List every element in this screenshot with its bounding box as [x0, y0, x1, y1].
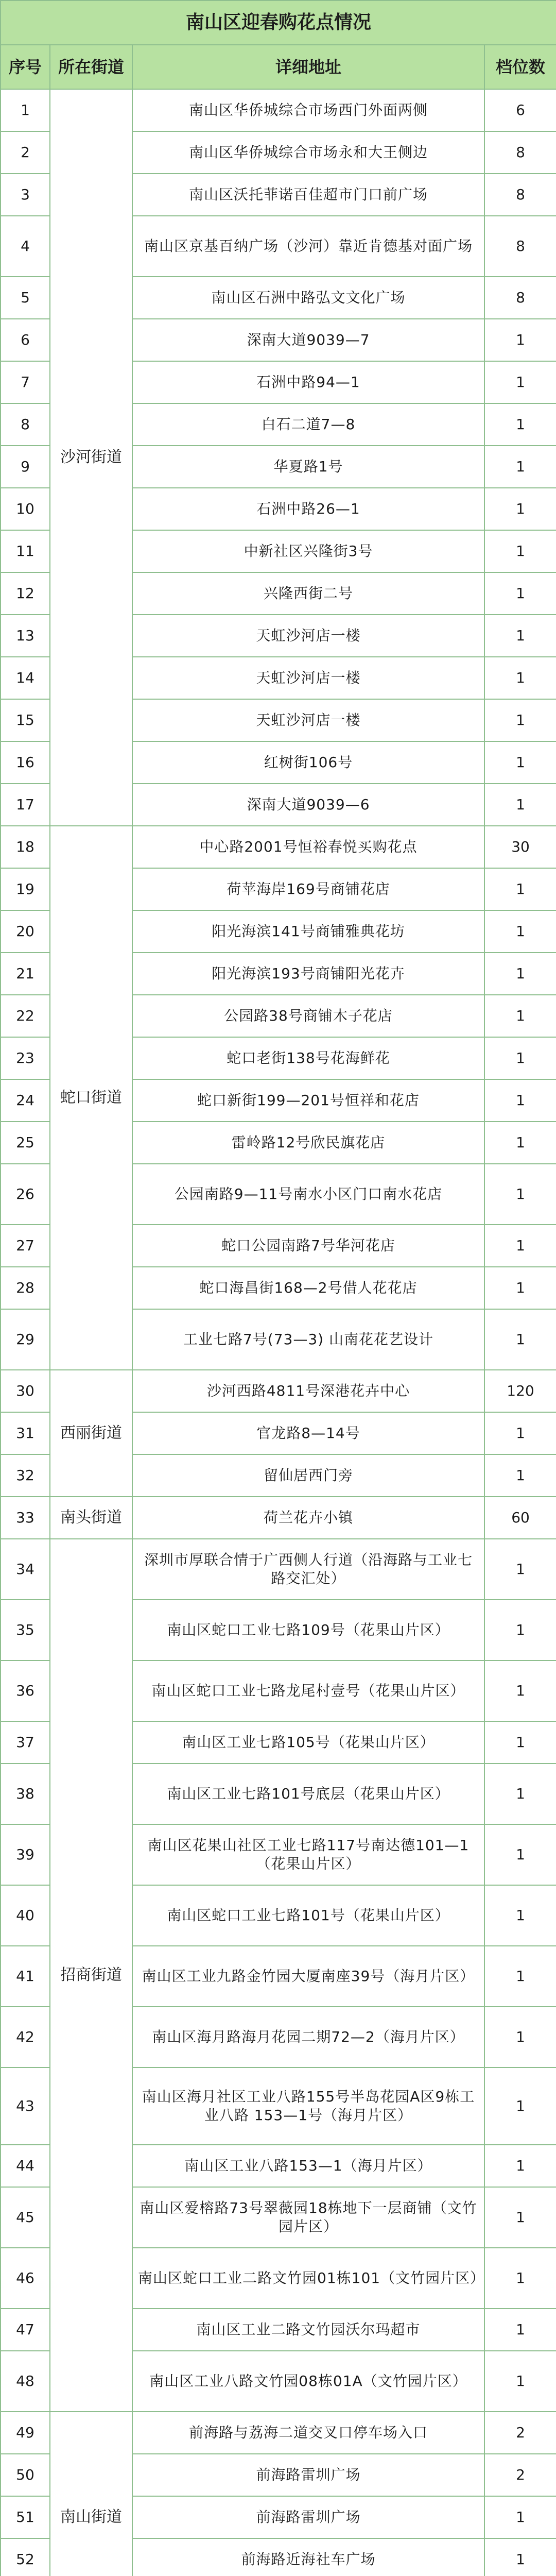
address-cell: 蛇口新街199—201号恒祥和花店 [132, 1079, 484, 1122]
address-cell: 天虹沙河店一楼 [132, 615, 484, 657]
table-row [1, 2412, 556, 2454]
address-cell: 蛇口老街138号花海鲜花 [132, 1037, 484, 1079]
row-number: 52 [1, 2538, 50, 2576]
row-number: 15 [1, 699, 50, 741]
address-cell: 南山区蛇口工业七路龙尾村壹号（花果山片区） [132, 1660, 484, 1721]
row-number: 48 [1, 2351, 50, 2412]
row-number: 28 [1, 1267, 50, 1309]
stall-count-cell: 1 [484, 403, 556, 446]
address-cell: 前海路雷圳广场 [132, 2454, 484, 2496]
stall-count-cell: 1 [484, 2309, 556, 2351]
table-row [1, 1370, 556, 1412]
table-body [1, 89, 556, 2576]
address-cell: 公园南路9—11号南水小区门口南水花店 [132, 1164, 484, 1225]
address-cell: 红树街106号 [132, 741, 484, 784]
stall-count-cell: 1 [484, 2067, 556, 2145]
header-address: 详细地址 [132, 45, 484, 89]
stall-count-cell: 1 [484, 657, 556, 699]
stall-count-cell: 2 [484, 2454, 556, 2496]
table-row [1, 1497, 556, 1539]
stall-count-cell: 1 [484, 1164, 556, 1225]
row-number: 35 [1, 1600, 50, 1660]
stall-count-cell: 1 [484, 1946, 556, 2007]
stall-count-cell: 1 [484, 2187, 556, 2248]
address-cell: 阳光海滨141号商铺雅典花坊 [132, 910, 484, 953]
address-cell: 南山区海月路海月花园二期72—2（海月片区） [132, 2007, 484, 2067]
address-cell: 兴隆西街二号 [132, 572, 484, 615]
address-cell: 南山区华侨城综合市场永和大王侧边 [132, 131, 484, 174]
row-number: 38 [1, 1764, 50, 1824]
address-cell: 石洲中路26—1 [132, 488, 484, 530]
stall-count-cell: 120 [484, 1370, 556, 1412]
address-cell: 天虹沙河店一楼 [132, 699, 484, 741]
address-cell: 石洲中路94—1 [132, 361, 484, 403]
row-number: 41 [1, 1946, 50, 2007]
row-number: 32 [1, 1454, 50, 1497]
row-number: 45 [1, 2187, 50, 2248]
row-number: 4 [1, 216, 50, 277]
address-cell: 南山区华侨城综合市场西门外面两侧 [132, 89, 484, 131]
row-number: 5 [1, 277, 50, 319]
stall-count-cell: 1 [484, 1764, 556, 1824]
street-name: 南头街道 [50, 1497, 132, 1539]
address-cell: 前海路雷圳广场 [132, 2496, 484, 2538]
row-number: 30 [1, 1370, 50, 1412]
header-street: 所在街道 [50, 45, 132, 89]
row-number: 36 [1, 1660, 50, 1721]
address-cell: 白石二道7—8 [132, 403, 484, 446]
stall-count-cell: 1 [484, 741, 556, 784]
stall-count-cell: 1 [484, 2351, 556, 2412]
header-count: 档位数 [484, 45, 556, 89]
row-number: 21 [1, 953, 50, 995]
row-number: 2 [1, 131, 50, 174]
address-cell: 南山区工业八路文竹园08栋01A（文竹园片区） [132, 2351, 484, 2412]
stall-count-cell: 1 [484, 1079, 556, 1122]
table-row [1, 1539, 556, 1600]
stall-count-cell: 1 [484, 910, 556, 953]
row-number: 14 [1, 657, 50, 699]
address-cell: 天虹沙河店一楼 [132, 657, 484, 699]
stall-count-cell: 1 [484, 2538, 556, 2576]
row-number: 19 [1, 868, 50, 910]
row-number: 9 [1, 446, 50, 488]
address-cell: 深圳市厚联合情于广西侧人行道（沿海路与工业七路交汇处） [132, 1539, 484, 1600]
address-cell: 南山区京基百纳广场（沙河）靠近肯德基对面广场 [132, 216, 484, 277]
stall-count-cell: 1 [484, 868, 556, 910]
address-cell: 蛇口海昌街168—2号借人花花店 [132, 1267, 484, 1309]
stall-count-cell: 2 [484, 2412, 556, 2454]
row-number: 47 [1, 2309, 50, 2351]
stall-count-cell: 8 [484, 277, 556, 319]
header-no: 序号 [1, 45, 50, 89]
address-cell: 南山区海月社区工业八路155号半岛花园A区9栋工业八路 153—1号（海月片区） [132, 2067, 484, 2145]
row-number: 26 [1, 1164, 50, 1225]
stall-count-cell: 1 [484, 1824, 556, 1885]
address-cell: 南山区沃托菲诺百佳超市门口前广场 [132, 174, 484, 216]
stall-count-cell: 1 [484, 2007, 556, 2067]
address-cell: 留仙居西门旁 [132, 1454, 484, 1497]
row-number: 51 [1, 2496, 50, 2538]
street-name: 招商街道 [50, 1539, 132, 2412]
row-number: 44 [1, 2145, 50, 2187]
address-cell: 南山区工业七路105号（花果山片区） [132, 1721, 484, 1764]
address-cell: 公园路38号商铺木子花店 [132, 995, 484, 1037]
street-name: 蛇口街道 [50, 826, 132, 1370]
stall-count-cell: 1 [484, 1721, 556, 1764]
row-number: 10 [1, 488, 50, 530]
address-cell: 华夏路1号 [132, 446, 484, 488]
street-name: 南山街道 [50, 2412, 132, 2576]
row-number: 13 [1, 615, 50, 657]
stall-count-cell: 60 [484, 1497, 556, 1539]
row-number: 43 [1, 2067, 50, 2145]
address-cell: 南山区蛇口工业二路文竹园01栋101（文竹园片区） [132, 2248, 484, 2309]
row-number: 12 [1, 572, 50, 615]
stall-count-cell: 1 [484, 1122, 556, 1164]
stall-count-cell: 1 [484, 572, 556, 615]
stall-count-cell: 6 [484, 89, 556, 131]
address-cell: 深南大道9039—6 [132, 784, 484, 826]
address-cell: 南山区工业八路153—1（海月片区） [132, 2145, 484, 2187]
stall-count-cell: 1 [484, 319, 556, 361]
stall-count-cell: 1 [484, 446, 556, 488]
stall-count-cell: 1 [484, 2145, 556, 2187]
address-cell: 雷岭路12号欣民旗花店 [132, 1122, 484, 1164]
stall-count-cell: 1 [484, 1412, 556, 1454]
row-number: 7 [1, 361, 50, 403]
row-number: 27 [1, 1225, 50, 1267]
table-row [1, 89, 556, 131]
row-number: 40 [1, 1885, 50, 1946]
stall-count-cell: 1 [484, 1885, 556, 1946]
stall-count-cell: 1 [484, 1225, 556, 1267]
address-cell: 阳光海滨193号商铺阳光花卉 [132, 953, 484, 995]
stall-count-cell: 8 [484, 131, 556, 174]
address-cell: 南山区花果山社区工业七路117号南达德101—1（花果山片区） [132, 1824, 484, 1885]
stall-count-cell: 1 [484, 1037, 556, 1079]
address-cell: 中心路2001号恒裕春悦买购花点 [132, 826, 484, 868]
street-name: 西丽街道 [50, 1370, 132, 1497]
address-cell: 南山区石洲中路弘文文化广场 [132, 277, 484, 319]
stall-count-cell: 8 [484, 174, 556, 216]
row-number: 18 [1, 826, 50, 868]
row-number: 39 [1, 1824, 50, 1885]
address-cell: 南山区蛇口工业七路101号（花果山片区） [132, 1885, 484, 1946]
stall-count-cell: 1 [484, 361, 556, 403]
stall-count-cell: 1 [484, 1267, 556, 1309]
stall-count-cell: 1 [484, 1309, 556, 1370]
row-number: 25 [1, 1122, 50, 1164]
stall-count-cell: 1 [484, 1660, 556, 1721]
stall-count-cell: 1 [484, 488, 556, 530]
row-number: 11 [1, 530, 50, 572]
stall-count-cell: 1 [484, 953, 556, 995]
address-cell: 南山区工业七路101号底层（花果山片区） [132, 1764, 484, 1824]
row-number: 31 [1, 1412, 50, 1454]
table-title: 南山区迎春购花点情况 [1, 1, 556, 45]
row-number: 34 [1, 1539, 50, 1600]
row-number: 6 [1, 319, 50, 361]
row-number: 29 [1, 1309, 50, 1370]
stall-count-cell: 1 [484, 995, 556, 1037]
row-number: 17 [1, 784, 50, 826]
stall-count-cell: 1 [484, 2248, 556, 2309]
row-number: 46 [1, 2248, 50, 2309]
row-number: 16 [1, 741, 50, 784]
row-number: 49 [1, 2412, 50, 2454]
stall-count-cell: 1 [484, 784, 556, 826]
stall-count-cell: 30 [484, 826, 556, 868]
stall-count-cell: 1 [484, 530, 556, 572]
stall-count-cell: 8 [484, 216, 556, 277]
row-number: 50 [1, 2454, 50, 2496]
address-cell: 南山区爱榕路73号翠薇园18栋地下一层商铺（文竹园片区） [132, 2187, 484, 2248]
row-number: 37 [1, 1721, 50, 1764]
address-cell: 官龙路8—14号 [132, 1412, 484, 1454]
address-cell: 荷兰花卉小镇 [132, 1497, 484, 1539]
row-number: 33 [1, 1497, 50, 1539]
stall-count-cell: 1 [484, 1454, 556, 1497]
row-number: 20 [1, 910, 50, 953]
address-cell: 中新社区兴隆街3号 [132, 530, 484, 572]
row-number: 8 [1, 403, 50, 446]
stall-count-cell: 1 [484, 1539, 556, 1600]
street-name: 沙河街道 [50, 89, 132, 826]
address-cell: 南山区工业二路文竹园沃尔玛超市 [132, 2309, 484, 2351]
address-cell: 南山区工业九路金竹园大厦南座39号（海月片区） [132, 1946, 484, 2007]
address-cell: 工业七路7号(73—3) 山南花花艺设计 [132, 1309, 484, 1370]
row-number: 3 [1, 174, 50, 216]
table-row [1, 826, 556, 868]
row-number: 1 [1, 89, 50, 131]
address-cell: 前海路与荔海二道交叉口停车场入口 [132, 2412, 484, 2454]
row-number: 23 [1, 1037, 50, 1079]
address-cell: 荷苹海岸169号商铺花店 [132, 868, 484, 910]
stall-count-cell: 1 [484, 699, 556, 741]
address-cell: 深南大道9039—7 [132, 319, 484, 361]
address-cell: 前海路近海社车广场 [132, 2538, 484, 2576]
stall-count-cell: 1 [484, 2496, 556, 2538]
row-number: 24 [1, 1079, 50, 1122]
row-number: 22 [1, 995, 50, 1037]
stall-count-cell: 1 [484, 615, 556, 657]
address-cell: 南山区蛇口工业七路109号（花果山片区） [132, 1600, 484, 1660]
address-cell: 沙河西路4811号深港花卉中心 [132, 1370, 484, 1412]
address-cell: 蛇口公园南路7号华河花店 [132, 1225, 484, 1267]
stall-count-cell: 1 [484, 1600, 556, 1660]
row-number: 42 [1, 2007, 50, 2067]
